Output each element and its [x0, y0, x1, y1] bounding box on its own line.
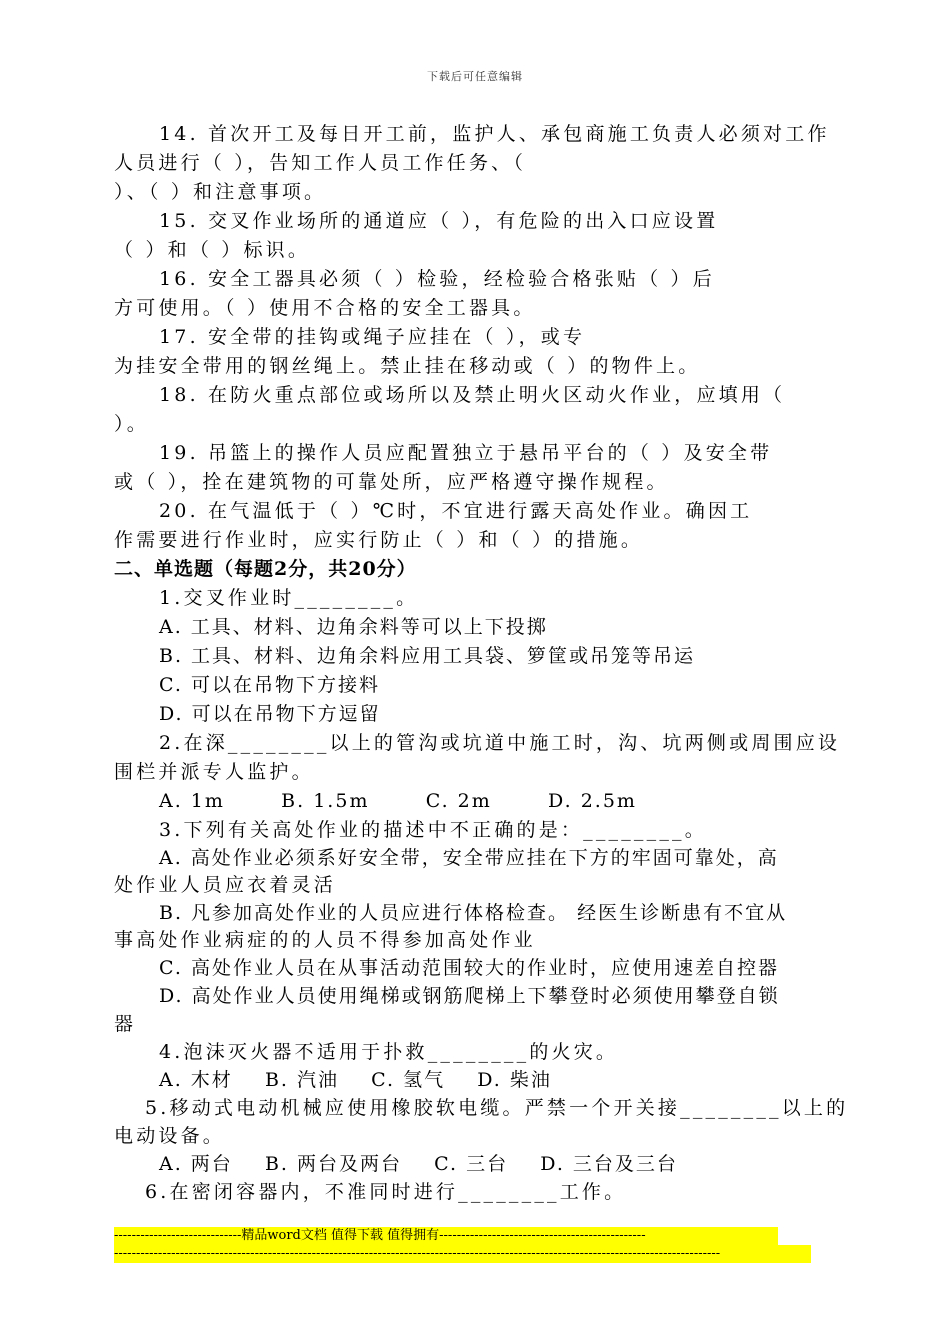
mc-question-4: 4.泡沫灭火器不适用于扑救________的火灾。	[159, 1041, 619, 1063]
question-17-line-2: 为挂安全带用的钢丝绳上。禁止挂在移动或（ ）的物件上。	[114, 355, 701, 377]
mc-3-option-d-line-1: D. 高处作业人员使用绳梯或钢筋爬梯上下攀登时必须使用攀登自锁	[159, 985, 780, 1007]
mc-question-2-line-2: 围栏并派专人监护。	[114, 761, 314, 783]
mc-5-options: A. 两台 B. 两台及两台 C. 三台 D. 三台及三台	[159, 1153, 678, 1175]
question-20-line-1: 20. 在气温低于（ ）℃时，不宜进行露天高处作业。确因工	[159, 500, 753, 522]
mc-4-options: A. 木材 B. 汽油 C. 氢气 D. 柴油	[159, 1069, 552, 1091]
mc-1-option-c: C. 可以在吊物下方接料	[159, 674, 380, 696]
question-19-line-1: 19. 吊篮上的操作人员应配置独立于悬吊平台的（ ）及安全带	[159, 442, 773, 464]
mc-3-option-d-line-2: 器	[114, 1013, 137, 1035]
question-14-line-2: 人员进行（ ），告知工作人员工作任务、（	[114, 152, 527, 174]
mc-1-option-d: D. 可以在吊物下方逗留	[159, 703, 381, 725]
question-15-line-2: （ ）和（ ）标识。	[114, 239, 311, 261]
mc-3-option-a-line-1: A. 高处作业必须系好安全带，安全带应挂在下方的牢固可靠处，高	[159, 847, 779, 869]
question-15-line-1: 15. 交叉作业场所的通道应（ ），有危险的出入口应设置	[159, 210, 719, 232]
mc-question-1: 1.交叉作业时________。	[159, 587, 419, 609]
section-heading: 二、单选题（每题2分，共20分）	[114, 558, 417, 580]
mc-1-option-b: B. 工具、材料、边角余料应用工具袋、箩筐或吊笼等吊运	[159, 645, 696, 667]
question-14-line-3: ）、（ ）和注意事项。	[114, 181, 327, 203]
mc-question-2-line-1: 2.在深________以上的管沟或坑道中施工时，沟、坑两侧或周围应设	[159, 732, 841, 754]
page-header: 下载后可任意编辑	[427, 70, 523, 83]
mc-3-option-b-line-2: 事高处作业病症的的人员不得参加高处作业	[114, 929, 536, 951]
question-18-line-1: 18. 在防火重点部位或场所以及禁止明火区动火作业，应填用（	[159, 384, 786, 406]
mc-question-5-line-1: 5.移动式电动机械应使用橡胶软电缆。严禁一个开关接________以上的	[145, 1097, 849, 1119]
question-14-line-1: 14. 首次开工及每日开工前，监护人、承包商施工负责人必须对工作	[159, 123, 830, 145]
mc-3-option-b-line-1: B. 凡参加高处作业的人员应进行体格检查。 经医生诊断患有不宜从	[159, 902, 788, 924]
question-19-line-2: 或（ ），拴在建筑物的可靠处所，应严格遵守操作规程。	[114, 471, 669, 493]
mc-question-3: 3.下列有关高处作业的描述中不正确的是：________。	[159, 819, 707, 841]
question-20-line-2: 作需要进行作业时，应实行防止（ ）和（ ）的措施。	[114, 529, 644, 551]
question-17-line-1: 17. 安全带的挂钩或绳子应挂在（ ），或专	[159, 326, 586, 348]
question-18-line-2: ）。	[114, 413, 149, 435]
mc-2-options: A. 1m B. 1.5m C. 2m D. 2.5m	[159, 790, 637, 812]
question-16-line-1: 16. 安全工器具必须（ ）检验，经检验合格张贴（ ）后	[159, 268, 715, 290]
mc-3-option-a-line-2: 处作业人员应衣着灵活	[114, 874, 337, 896]
mc-1-option-a: A. 工具、材料、边角余料等可以上下投掷	[159, 616, 548, 638]
question-16-line-2: 方可使用。（ ）使用不合格的安全工器具。	[114, 297, 536, 319]
mc-question-5-line-2: 电动设备。	[114, 1125, 226, 1147]
mc-question-6: 6.在密闭容器内，不准同时进行________工作。	[145, 1181, 627, 1203]
footer-banner-line-1: -----------------------------精品word文档 值得下载 值得拥有-----------------------------------------------	[114, 1227, 778, 1245]
footer-banner-line-2: ------------------------------------------------------------------------------------------------------------------------------------------	[114, 1245, 811, 1263]
mc-3-option-c: C. 高处作业人员在从事活动范围较大的作业时，应使用速差自控器	[159, 957, 779, 979]
